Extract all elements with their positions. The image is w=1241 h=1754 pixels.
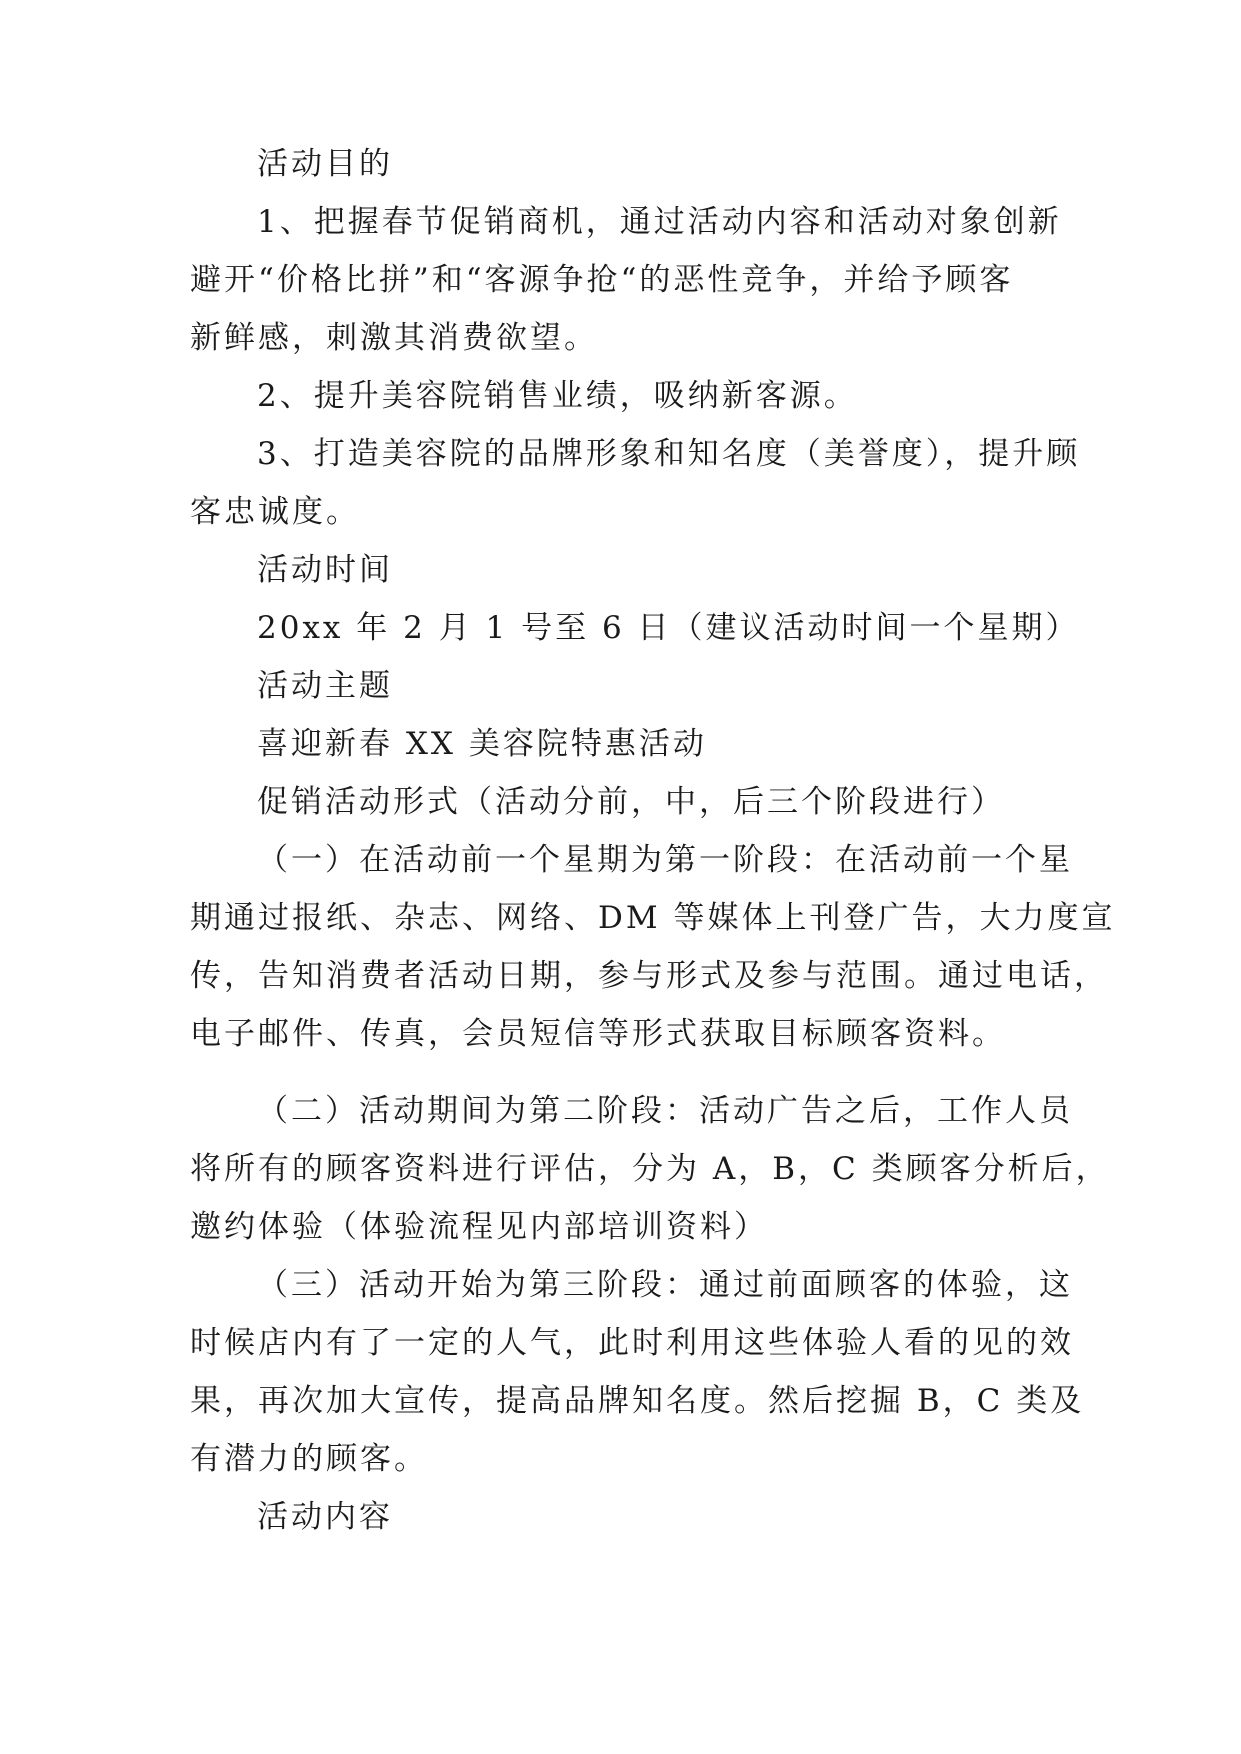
paragraph-line: 新鲜感，刺激其消费欲望。 <box>190 320 598 356</box>
paragraph-line: 客忠诚度。 <box>190 494 360 530</box>
paragraph-line: 2、提升美容院销售业绩，吸纳新客源。 <box>257 378 858 414</box>
paragraph-line: 电子邮件、传真，会员短信等形式获取目标顾客资料。 <box>190 1016 1006 1052</box>
paragraph-line: 将所有的顾客资料进行评估，分为 A，B，C 类顾客分析后， <box>190 1151 1110 1187</box>
paragraph-line: 避开“价格比拼”和“客源争抢“的恶性竞争，并给予顾客 <box>190 262 1014 298</box>
paragraph-line: 1、把握春节促销商机，通过活动内容和活动对象创新 <box>257 204 1062 240</box>
paragraph-line: 期通过报纸、杂志、网络、DM 等媒体上刊登广告，大力度宣 <box>190 900 1116 936</box>
paragraph-line: 20xx 年 2 月 1 号至 6 日（建议活动时间一个星期） <box>257 610 1080 646</box>
heading-activity-time: 活动时间 <box>257 552 393 588</box>
paragraph-line: 传，告知消费者活动日期，参与形式及参与范围。通过电话， <box>190 958 1108 994</box>
paragraph-line: 时候店内有了一定的人气，此时利用这些体验人看的见的效 <box>190 1325 1074 1361</box>
paragraph-line: 果，再次加大宣传，提高品牌知名度。然后挖掘 B，C 类及 <box>190 1383 1085 1419</box>
paragraph-line: 喜迎新春 XX 美容院特惠活动 <box>257 726 707 762</box>
heading-activity-content: 活动内容 <box>257 1499 393 1535</box>
heading-promotion-format: 促销活动形式（活动分前，中，后三个阶段进行） <box>257 784 1005 820</box>
paragraph-line: （二）活动期间为第二阶段：活动广告之后，工作人员 <box>257 1093 1073 1129</box>
paragraph-line: 3、打造美容院的品牌形象和知名度（美誉度），提升顾 <box>257 436 1081 472</box>
heading-activity-purpose: 活动目的 <box>257 146 393 182</box>
paragraph-line: 有潜力的顾客。 <box>190 1441 428 1477</box>
paragraph-line: （三）活动开始为第三阶段：通过前面顾客的体验，这 <box>257 1267 1073 1303</box>
paragraph-line: 邀约体验（体验流程见内部培训资料） <box>190 1209 768 1245</box>
paragraph-line: （一）在活动前一个星期为第一阶段：在活动前一个星 <box>257 842 1073 878</box>
heading-activity-theme: 活动主题 <box>257 668 393 704</box>
